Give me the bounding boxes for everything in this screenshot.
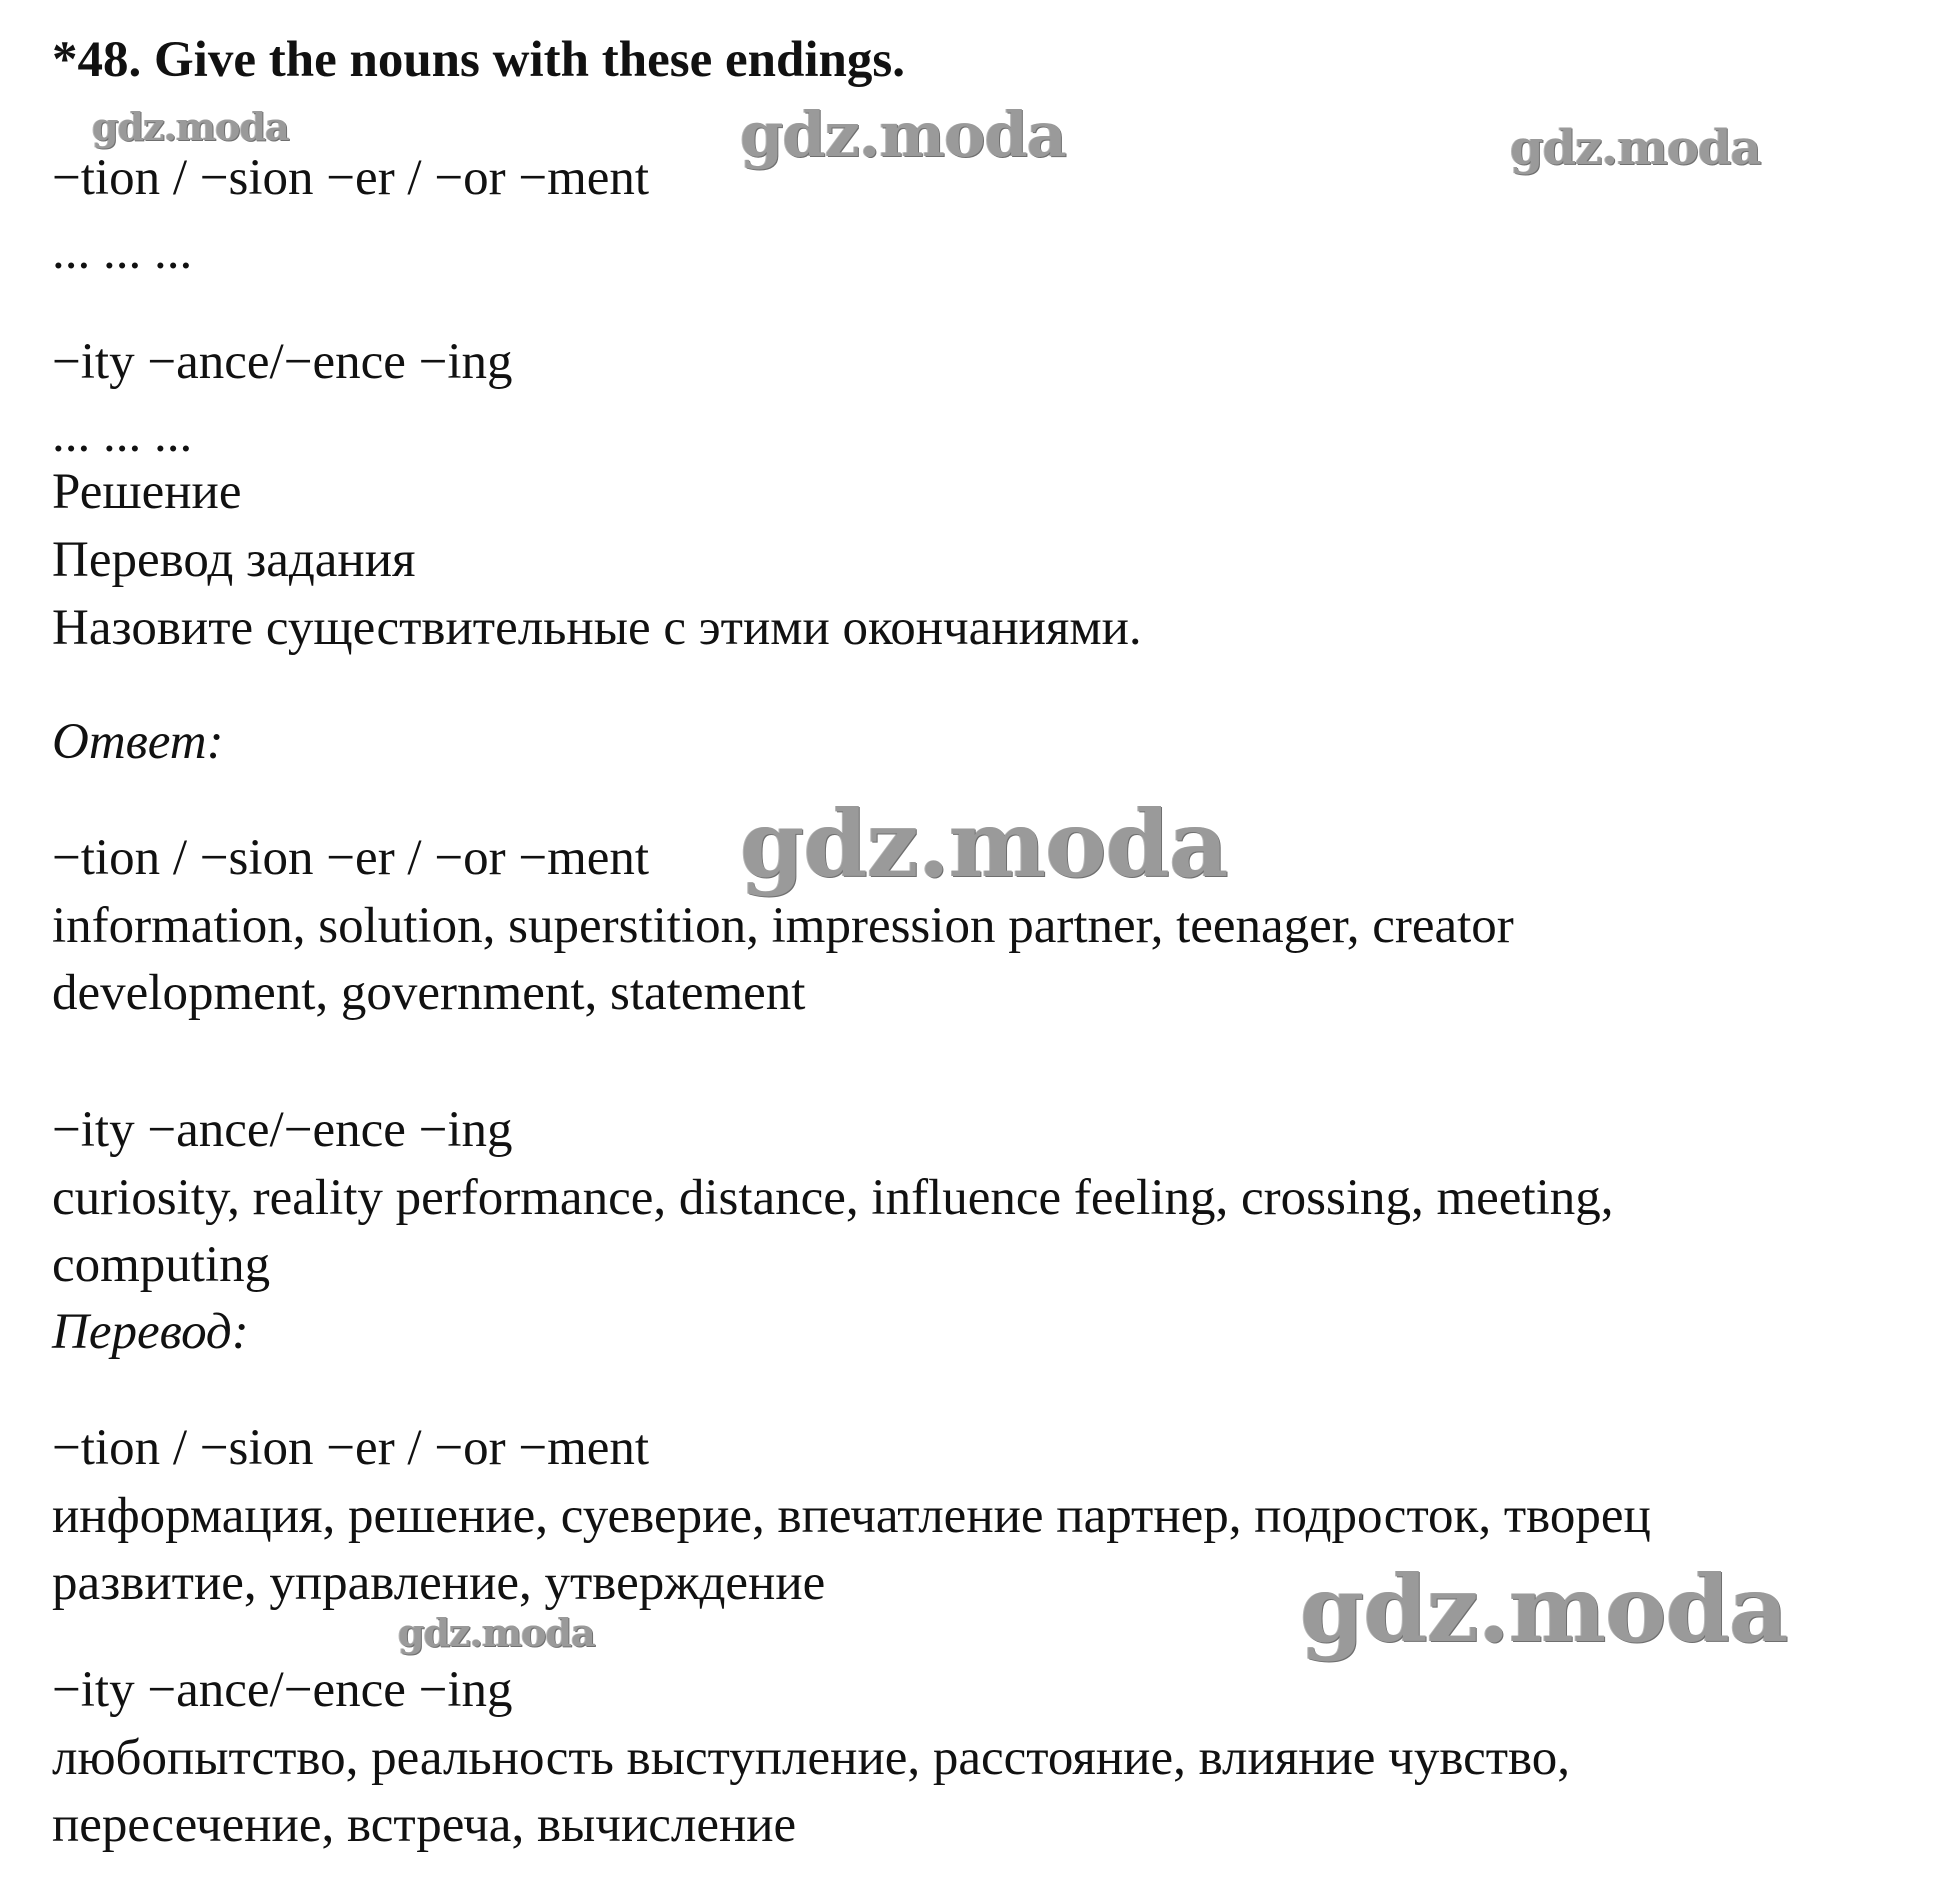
answer-words-row-2b: computing (52, 1237, 271, 1293)
answer-endings-row-1: −tion / −sion −er / −or −ment (52, 830, 650, 886)
answer-endings-row-2: −ity −ance/−ence −ing (52, 1102, 513, 1158)
task-endings-row-2: −ity −ance/−ence −ing (52, 334, 513, 390)
answer-words-row-1b: development, government, statement (52, 965, 806, 1021)
task-blank-1: ... ... ... (52, 224, 193, 280)
watermark-logo: gdz.moda (1510, 120, 1761, 176)
watermark-logo: gdz.moda (398, 1610, 595, 1655)
translation-words-row-2b: пересечение, встреча, вычисление (52, 1797, 797, 1853)
watermark-logo: gdz.moda (740, 98, 1066, 171)
exercise-title: *48. Give the nouns with these endings. (52, 32, 905, 88)
translation-words-row-1a: информация, решение, суеверие, впечатление партнер, подросток, творец (52, 1488, 1651, 1544)
task-blank-2: ... ... ... (52, 407, 193, 463)
translation-heading: Перевод задания (52, 532, 416, 588)
answer-label: Ответ: (52, 714, 224, 770)
watermark-logo: gdz.moda (740, 790, 1228, 898)
translation-words-row-2a: любопытство, реальность выступление, расстояние, влияние чувство, (52, 1730, 1571, 1786)
translation-endings-row-2: −ity −ance/−ence −ing (52, 1662, 513, 1718)
translation-text: Назовите существительные с этими окончаниями. (52, 600, 1142, 656)
task-endings-row-1: −tion / −sion −er / −or −ment (52, 150, 650, 206)
translation-endings-row-1: −tion / −sion −er / −or −ment (52, 1420, 650, 1476)
answer-words-row-2a: curiosity, reality performance, distance, influence feeling, crossing, meeting, (52, 1170, 1614, 1226)
translation-words-row-1b: развитие, управление, утверждение (52, 1555, 826, 1611)
solution-heading: Решение (52, 464, 242, 520)
translation-label: Перевод: (52, 1304, 249, 1360)
watermark-logo: gdz.moda (92, 104, 289, 149)
watermark-logo: gdz.moda (1300, 1555, 1788, 1663)
answer-words-row-1a: information, solution, superstition, impression partner, teenager, creator (52, 898, 1514, 954)
